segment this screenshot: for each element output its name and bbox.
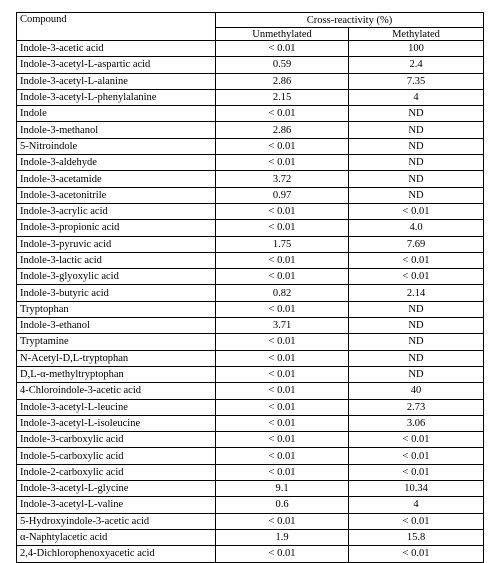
table-row <box>17 138 484 154</box>
methylated-cell: 7.69 <box>349 236 484 252</box>
methylated-cell: ND <box>349 366 484 382</box>
unmethylated-cell: < 0.01 <box>216 366 349 382</box>
methylated-cell: 15.8 <box>349 529 484 545</box>
compound-column-header: Compound <box>17 13 216 41</box>
unmethylated-cell: < 0.01 <box>216 415 349 431</box>
compound-cell: Indole-3-glyoxylic acid <box>17 269 216 285</box>
unmethylated-cell: < 0.01 <box>216 383 349 399</box>
table-row <box>17 89 484 105</box>
table-row <box>17 415 484 431</box>
compound-cell: Indole-3-carboxylic acid <box>17 432 216 448</box>
compound-cell: Indole-3-acetyl-L-glycine <box>17 481 216 497</box>
table-row <box>17 73 484 89</box>
methylated-cell: ND <box>349 350 484 366</box>
table-row <box>17 318 484 334</box>
methylated-cell: < 0.01 <box>349 203 484 219</box>
methylated-cell: ND <box>349 138 484 154</box>
compound-cell: Indole-2-carboxylic acid <box>17 464 216 480</box>
table-row <box>17 106 484 122</box>
table-row <box>17 41 484 57</box>
compound-cell: Indole-3-ethanol <box>17 318 216 334</box>
table-row <box>17 252 484 268</box>
unmethylated-cell: < 0.01 <box>216 106 349 122</box>
methylated-cell: 4 <box>349 497 484 513</box>
compound-cell: Indole-3-acetonitrile <box>17 187 216 203</box>
table-row <box>17 285 484 301</box>
unmethylated-cell: < 0.01 <box>216 399 349 415</box>
methylated-cell: ND <box>349 155 484 171</box>
unmethylated-cell: 0.97 <box>216 187 349 203</box>
compound-cell: 4-Chloroindole-3-acetic acid <box>17 383 216 399</box>
unmethylated-cell: < 0.01 <box>216 301 349 317</box>
compound-cell: Indole-3-acetyl-L-phenylalanine <box>17 89 216 105</box>
compound-cell: Indole-3-propionic acid <box>17 220 216 236</box>
cross-reactivity-header: Cross-reactivity (%) <box>216 13 484 28</box>
table-body <box>17 41 484 563</box>
compound-cell: Indole-3-aldehyde <box>17 155 216 171</box>
table-header <box>17 13 484 41</box>
unmethylated-column-header: Unmethylated <box>216 28 349 41</box>
methylated-cell: ND <box>349 187 484 203</box>
table-row <box>17 399 484 415</box>
unmethylated-cell: < 0.01 <box>216 350 349 366</box>
methylated-cell: ND <box>349 106 484 122</box>
compound-cell: Indole-5-carboxylic acid <box>17 448 216 464</box>
methylated-cell: 2.4 <box>349 57 484 73</box>
unmethylated-cell: 0.82 <box>216 285 349 301</box>
methylated-cell: < 0.01 <box>349 546 484 562</box>
unmethylated-cell: < 0.01 <box>216 203 349 219</box>
methylated-cell: ND <box>349 318 484 334</box>
table-row <box>17 481 484 497</box>
unmethylated-cell: < 0.01 <box>216 546 349 562</box>
unmethylated-cell: < 0.01 <box>216 269 349 285</box>
methylated-cell: 100 <box>349 41 484 57</box>
compound-cell: Indole-3-acetyl-L-leucine <box>17 399 216 415</box>
table-row <box>17 203 484 219</box>
unmethylated-cell: < 0.01 <box>216 41 349 57</box>
table-row <box>17 529 484 545</box>
table-row <box>17 334 484 350</box>
unmethylated-cell: 9.1 <box>216 481 349 497</box>
table-row <box>17 366 484 382</box>
methylated-cell: 10.34 <box>349 481 484 497</box>
header-row-main <box>17 13 484 28</box>
methylated-cell: ND <box>349 301 484 317</box>
methylated-cell: 7.35 <box>349 73 484 89</box>
methylated-cell: ND <box>349 334 484 350</box>
table-row <box>17 220 484 236</box>
table-row <box>17 497 484 513</box>
compound-cell: Indole-3-acetic acid <box>17 41 216 57</box>
unmethylated-cell: 1.9 <box>216 529 349 545</box>
unmethylated-cell: < 0.01 <box>216 513 349 529</box>
compound-cell: Indole-3-acetyl-L-alanine <box>17 73 216 89</box>
unmethylated-cell: 2.15 <box>216 89 349 105</box>
methylated-cell: ND <box>349 122 484 138</box>
table-row <box>17 155 484 171</box>
unmethylated-cell: < 0.01 <box>216 432 349 448</box>
table-row <box>17 513 484 529</box>
compound-cell: α-Naphtylacetic acid <box>17 529 216 545</box>
compound-cell: Indole <box>17 106 216 122</box>
unmethylated-cell: 3.72 <box>216 171 349 187</box>
methylated-cell: ND <box>349 171 484 187</box>
unmethylated-cell: 2.86 <box>216 73 349 89</box>
methylated-cell: 3.06 <box>349 415 484 431</box>
compound-cell: Indole-3-acetyl-L-aspartic acid <box>17 57 216 73</box>
unmethylated-cell: 1.75 <box>216 236 349 252</box>
compound-cell: D,L-α-methyltryptophan <box>17 366 216 382</box>
unmethylated-cell: < 0.01 <box>216 464 349 480</box>
compound-cell: 5-Nitroindole <box>17 138 216 154</box>
methylated-cell: 4 <box>349 89 484 105</box>
unmethylated-cell: 3.71 <box>216 318 349 334</box>
table-row <box>17 432 484 448</box>
compound-cell: N-Acetyl-D,L-tryptophan <box>17 350 216 366</box>
table-row <box>17 171 484 187</box>
methylated-cell: < 0.01 <box>349 252 484 268</box>
unmethylated-cell: < 0.01 <box>216 252 349 268</box>
table-row <box>17 57 484 73</box>
compound-cell: 5-Hydroxyindole-3-acetic acid <box>17 513 216 529</box>
table-row <box>17 301 484 317</box>
methylated-cell: < 0.01 <box>349 432 484 448</box>
compound-cell: Indole-3-methanol <box>17 122 216 138</box>
compound-cell: Indole-3-pyruvic acid <box>17 236 216 252</box>
methylated-cell: 4.0 <box>349 220 484 236</box>
unmethylated-cell: 2.86 <box>216 122 349 138</box>
unmethylated-cell: < 0.01 <box>216 138 349 154</box>
compound-cell: Indole-3-acetyl-L-valine <box>17 497 216 513</box>
table-row <box>17 350 484 366</box>
compound-cell: Indole-3-acrylic acid <box>17 203 216 219</box>
table-row <box>17 464 484 480</box>
unmethylated-cell: 0.59 <box>216 57 349 73</box>
methylated-cell: < 0.01 <box>349 464 484 480</box>
table-row <box>17 546 484 562</box>
compound-cell: Tryptamine <box>17 334 216 350</box>
unmethylated-cell: < 0.01 <box>216 448 349 464</box>
unmethylated-cell: < 0.01 <box>216 220 349 236</box>
compound-cell: Tryptophan <box>17 301 216 317</box>
methylated-cell: 40 <box>349 383 484 399</box>
methylated-cell: 2.73 <box>349 399 484 415</box>
unmethylated-cell: 0.6 <box>216 497 349 513</box>
table-row <box>17 269 484 285</box>
unmethylated-cell: < 0.01 <box>216 155 349 171</box>
unmethylated-cell: < 0.01 <box>216 334 349 350</box>
methylated-column-header: Methylated <box>349 28 484 41</box>
cropped-caption <box>30 0 170 3</box>
methylated-cell: < 0.01 <box>349 448 484 464</box>
methylated-cell: < 0.01 <box>349 513 484 529</box>
compound-cell: Indole-3-butyric acid <box>17 285 216 301</box>
cross-reactivity-table <box>16 12 484 563</box>
compound-cell: Indole-3-acetamide <box>17 171 216 187</box>
table-row <box>17 236 484 252</box>
methylated-cell: < 0.01 <box>349 269 484 285</box>
compound-cell: 2,4-Dichlorophenoxyacetic acid <box>17 546 216 562</box>
table-row <box>17 383 484 399</box>
compound-cell: Indole-3-lactic acid <box>17 252 216 268</box>
table-row <box>17 448 484 464</box>
table-row <box>17 187 484 203</box>
methylated-cell: 2.14 <box>349 285 484 301</box>
table-row <box>17 122 484 138</box>
compound-cell: Indole-3-acetyl-L-isoleucine <box>17 415 216 431</box>
